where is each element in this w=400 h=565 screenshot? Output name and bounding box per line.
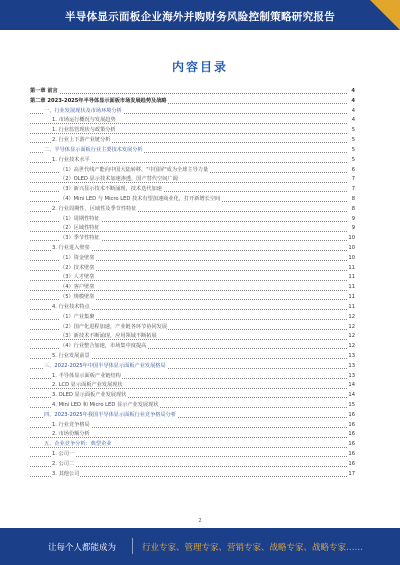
toc-entry-label: 4. Mini LED 和 Micro LED 显示产业发展现状 [52,402,159,408]
toc-entry-label: 1. 行业技术水平 [52,156,90,163]
toc-entry-page: 4 [351,107,355,117]
toc-entry-page: 11 [347,273,355,283]
toc-entry-page: 11 [347,283,355,293]
toc-entry-label: 1. 市场运行概况与发展趋势 [52,117,116,124]
toc-entry[interactable] [30,430,355,440]
toc-entry[interactable] [30,224,355,234]
toc-entry[interactable] [30,195,355,205]
toc-entry-page: 10 [347,254,355,264]
toc-entry-page: 13 [347,372,355,382]
toc-entry-page: 16 [347,440,355,450]
toc-entry-page: 7 [351,185,355,195]
toc-entry-label: （4）Mini LED 与 Micro LED 技术有望加速商业化，打开新增长空间 [60,195,221,202]
toc-entry-page: 14 [347,391,355,401]
toc-entry[interactable] [30,352,355,362]
toc-entry-label: （4）客户壁垒 [60,284,95,291]
toc-entry-label: 1. 行业监管现状与政策分析 [52,127,116,134]
toc-entry[interactable] [30,273,355,283]
toc-entry-page: 16 [347,430,355,440]
toc-entry-label: 2. 行业上下游产业链分析 [52,137,111,144]
toc-entry-page: 8 [351,195,355,205]
toc-entry-page: 12 [347,342,355,352]
toc-entry[interactable] [30,303,355,313]
toc-entry-label: （3）人才壁垒 [60,274,95,281]
footer-slogan: 让每个人都能成为 [48,543,117,553]
toc-entry[interactable] [30,313,355,323]
toc-entry-label: （2）OLED 显示技术加速渗透，国产替代空间广阔 [60,176,178,183]
toc-entry[interactable] [30,116,355,126]
toc-entry-page: 11 [347,293,355,303]
toc-entry-label: 3. 其他公司 [52,470,80,477]
toc-entry-page: 11 [347,264,355,274]
toc-entry-label: 第二章 2023-2025年半导体显示面板市场发展趋势及战略 [30,97,167,104]
toc-entry[interactable] [30,401,355,411]
toc-entry-page: 12 [347,313,355,323]
toc-entry[interactable] [30,175,355,185]
toc-entry[interactable] [30,215,355,225]
toc-entry[interactable] [30,372,355,382]
document-title: 半导体显示面板企业海外并购财务风险控制策略研究报告 [65,11,335,23]
toc-entry-label: （1）资金壁垒 [60,254,95,261]
toc-entry-page: 16 [347,460,355,470]
toc-entry-page: 14 [347,381,355,391]
toc-entry-page: 4 [350,87,355,97]
toc-entry-label: 第一章 前言 [30,88,58,94]
toc-entry-label: 2. LCD 显示面板产业发展现状 [52,382,123,389]
toc-entry[interactable] [30,323,355,333]
toc-entry[interactable] [30,166,355,176]
toc-entry[interactable] [30,185,355,195]
toc-entry-page: 9 [351,215,355,225]
toc-entry-label: （1）高世代线产能向中国大陆转移，"中国屏"成为全球主导力量 [60,166,209,173]
toc-entry-page: 16 [347,411,355,421]
toc-entry-label: 3. OLED 显示面板产业发展现状 [52,392,127,399]
toc-entry[interactable] [30,440,355,450]
toc-entry-page: 11 [347,303,355,313]
toc-entry-page: 15 [347,401,355,411]
toc-entry-page: 10 [347,244,355,254]
toc-entry-label: （3）季节性特征 [60,235,100,242]
toc-entry-page: 16 [347,450,355,460]
page-number: 2 [198,518,202,524]
toc-entry[interactable] [30,107,355,117]
toc-entry[interactable] [30,362,355,372]
toc-entry[interactable] [30,97,355,107]
toc-entry-label: （2）区域性特征 [60,225,100,232]
toc-entry-page: 17 [347,470,355,480]
toc-entry-label: （2）国产化进程加速，产业链各环节协同发展 [60,323,168,330]
toc-entry[interactable] [30,136,355,146]
toc-entry-page: 9 [351,224,355,234]
toc-entry-label: 2. 行业周期性、区域性及季节性特征 [52,205,137,212]
toc-entry[interactable] [30,244,355,254]
toc-entry-label: （4）行业整合加速，市场集中度提高 [60,343,147,350]
toc-entry-label: 3. 行业进入壁垒 [52,245,90,251]
toc-entry-page: 5 [351,136,355,146]
footer-divider [132,538,133,554]
toc-entry[interactable] [30,421,355,431]
toc-entry[interactable] [30,283,355,293]
toc-entry[interactable] [30,264,355,274]
toc-entry-page: 5 [351,156,355,166]
toc-heading: 内容目录 [171,60,228,74]
toc-entry[interactable] [30,293,355,303]
toc-entry-label: 四、2023-2025年我国半导体显示面板行业竞争格局分析 [44,411,177,418]
toc-entry-label: 1. 公司一 [52,451,75,458]
toc-entry-label: （5）规模壁垒 [60,294,95,301]
toc-entry-page: 12 [347,332,355,342]
toc-entry-page: 5 [351,126,355,136]
toc-entry-label: （1）产业集聚 [60,313,95,320]
toc-entry-label: 4. 行业技术特点 [52,303,90,310]
toc-entry[interactable] [30,342,355,352]
toc-entry[interactable] [30,87,355,97]
toc-leader-dots [30,466,347,467]
toc-entry[interactable] [30,381,355,391]
toc-entry-page: 12 [347,323,355,333]
toc-entry[interactable] [30,254,355,264]
toc-entry[interactable] [30,391,355,401]
toc-entry-label: （3）新兴显示技术不断涌现，技术迭代加速 [60,186,162,193]
header-corner-accent [370,0,400,30]
toc-entry-page: 13 [347,352,355,362]
toc-entry-label: （1）周期性特征 [60,215,100,222]
toc-entry-page: 5 [351,146,355,156]
toc-entry[interactable] [30,205,355,215]
toc-entry-label: 2. 市场份额分析 [52,431,90,438]
toc-entry-page: 7 [351,175,355,185]
toc-entry-page: 4 [350,97,355,107]
header-bar [0,0,400,30]
toc-entry[interactable] [30,332,355,342]
toc-entry[interactable] [30,460,355,470]
toc-entry[interactable] [30,450,355,460]
toc-entry[interactable] [30,126,355,136]
toc-entry-page: 13 [347,362,355,372]
toc-entry-page: 16 [347,421,355,431]
toc-entry-label: 1. 行业竞争格局 [52,421,90,428]
toc-entry-label: 一、行业发展现状及市场环境分析 [44,107,122,114]
toc-entry-page: 4 [351,116,355,126]
toc-entry-label: （2）技术壁垒 [60,264,95,271]
toc-entry-label: 2. 公司二 [52,460,75,467]
toc-entry-page: 10 [347,234,355,244]
toc-entry[interactable] [30,146,355,156]
toc-entry-page: 8 [351,205,355,215]
toc-entry-label: 5. 行业发展前景 [52,352,90,359]
toc-leader-dots [30,456,347,457]
toc-leader-dots [30,93,347,94]
footer-bar [0,528,400,565]
toc-entry[interactable] [30,234,355,244]
footer-expert-list: 行业专家、管理专家、营销专家、战略专家、战略专家…… [142,543,364,553]
toc-entry-label: 三、2022-2025年中国半导体显示面板产业发展格局 [44,362,166,369]
toc-entry-label: 1. 半导体显示面板产业链结构 [52,372,121,379]
table-of-contents [30,87,355,480]
toc-entry[interactable] [30,156,355,166]
toc-entry-label: 五、企业竞争分析：典型企业 [44,441,112,448]
toc-entry-label: 二、半导体显示面板行业主要技术发展分析 [44,146,143,153]
toc-entry-label: （3）新技术不断涌现，应用领域不断拓展 [60,333,157,340]
toc-entry[interactable] [30,411,355,421]
toc-entry-page: 6 [351,166,355,176]
toc-entry[interactable] [30,470,355,480]
